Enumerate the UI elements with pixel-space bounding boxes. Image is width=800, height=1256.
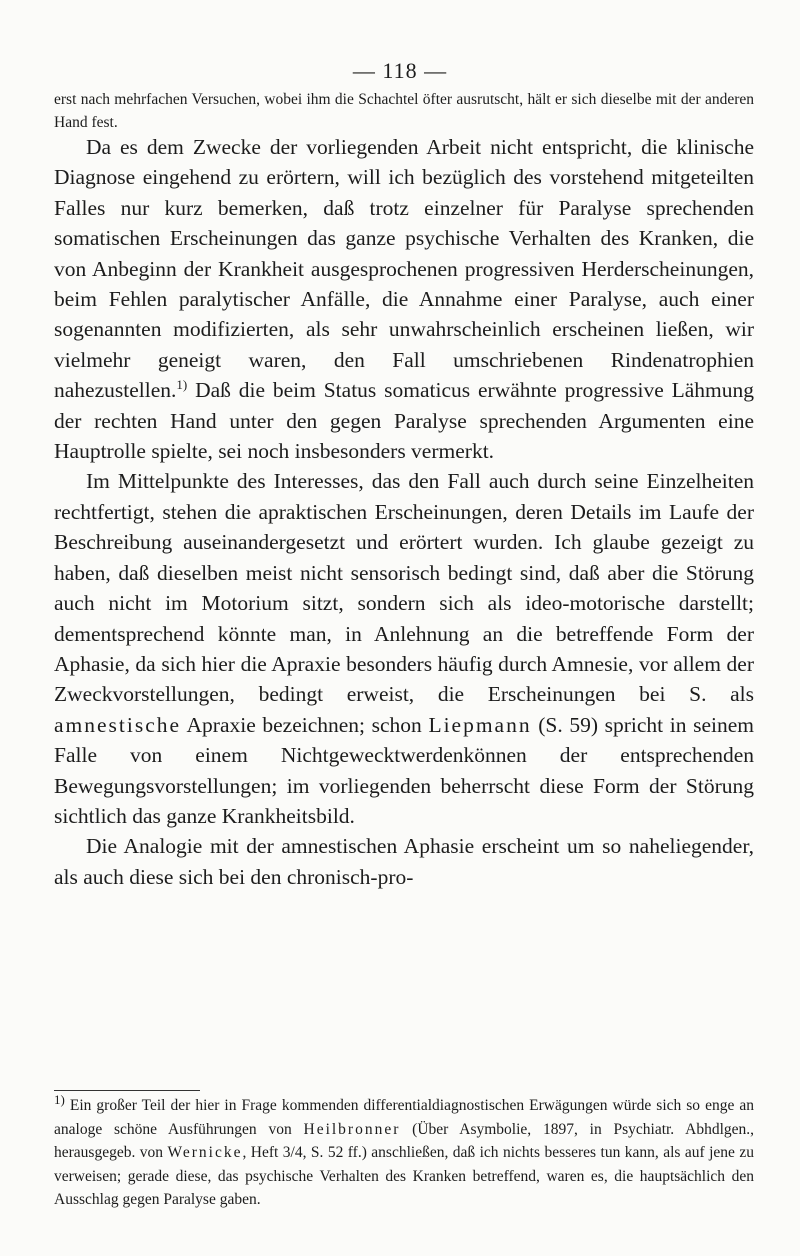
footnote-part-b: (Über Asymbolie, 1897, in Psychiatr. Abhdlgen., herausgegeb. von: [54, 1120, 755, 1161]
paragraph-diagnosis: [54, 132, 754, 466]
footnote-marker: 1): [54, 1091, 65, 1107]
paragraph-apraxia-part-b: Apraxie bezeichnen; schon: [181, 712, 429, 737]
main-text: [54, 132, 754, 892]
footnote-divider: [54, 1090, 200, 1091]
paragraph-analogy: Die Analogie mit der amnestischen Aphasie erscheint um so naheliegender, als auch diese sich bei den chronisch-pro-: [54, 834, 754, 889]
author-wernicke: Wernicke: [167, 1144, 243, 1161]
footnote-part-a: Ein großer Teil der hier in Frage kommenden differentialdiagnostischen Erwägungen würde sich so enge an analoge schöne Ausführungen von: [54, 1097, 754, 1138]
paragraph-diagnosis-part-b: Daß die beim Status somaticus erwähnte progressive Lähmung der rechten Hand unter den gegen Paralyse sprechenden Argumenten eine Hauptrolle spielte, sei noch insbesonders vermerkt.: [54, 378, 754, 464]
author-liepmann: Liepmann: [428, 712, 532, 737]
author-heilbronner: Heilbronner: [303, 1120, 401, 1138]
paragraph-diagnosis-part-a: Da es dem Zwecke der vorliegenden Arbeit nicht entspricht, die klinische Diagnose eingehend zu erörtern, will ich bezüglich des vorstehend mitgeteilten Falles nur kurz bemerken, daß trotz einzelner für Paralyse sprechenden somatischen Erscheinungen das ganze psychische Verhalten des Kranken, die von Anbeginn der Krankheit ausgesprochenen progressiven Herderscheinungen, beim Fehlen paralytischer Anfälle, die Annahme einer Paralyse, auch einer sogenannten modifizierten, als sehr unwahrscheinlich erscheinen ließen, wir vielmehr geneigt waren, den Fall umschriebenen Rindenatrophien nahezustellen.: [54, 135, 754, 403]
page-number: — 118 —: [352, 58, 448, 83]
footnote-reference: 1): [176, 377, 188, 393]
paragraph-apraxia-part-a: Im Mittelpunkte des Interesses, das den Fall auch durch seine Einzelheiten rechtfertigt, stehen die apraktischen Erscheinungen, deren Details im Laufe der Beschreibung auseinandergesetzt und erörtert wurden. Ich glaube gezeigt zu haben, daß dieselben meist nicht sensorisch bedingt sind, daß aber die Störung auch nicht im Motorium sitzt, sondern sich als ideo-motorische darstellt; dementsprechend könnte man, in Anlehnung an die betreffende Form der Aphasie, da sich hier die Apraxie besonders häufig durch Amnesie, vor allem der Zweckvorstellungen, bedingt erweist, die Erscheinungen bei S. als: [54, 469, 754, 707]
paragraph-apraxia-part-c: (S. 59) spricht in seinem Falle von einem Nichtgewecktwerdenkönnen der entsprechenden Bewegungsvorstellungen; im vorliegenden beherrscht diese Form der Störung sichtlich das ganze Krankheitsbild.: [54, 712, 754, 828]
continuation-text: erst nach mehrfachen Versuchen, wobei ihm die Schachtel öfter ausrutscht, hält er sich dieselbe mit der anderen Hand fest.: [54, 91, 754, 131]
paragraph-apraxia: [54, 466, 754, 831]
footnote-part-c: , Heft 3/4, S. 52 ff.) anschließen, daß ich nichts besseres tun kann, als auf jene zu verweisen; gerade diese, das psychische Verhalten des Kranken betreffend, waren es, die hauptsächlich den Ausschlag gegen Paralyse gaben.: [54, 1144, 755, 1208]
emphasis-amnestische: amnestische: [54, 712, 182, 737]
footnote: [54, 1091, 755, 1212]
